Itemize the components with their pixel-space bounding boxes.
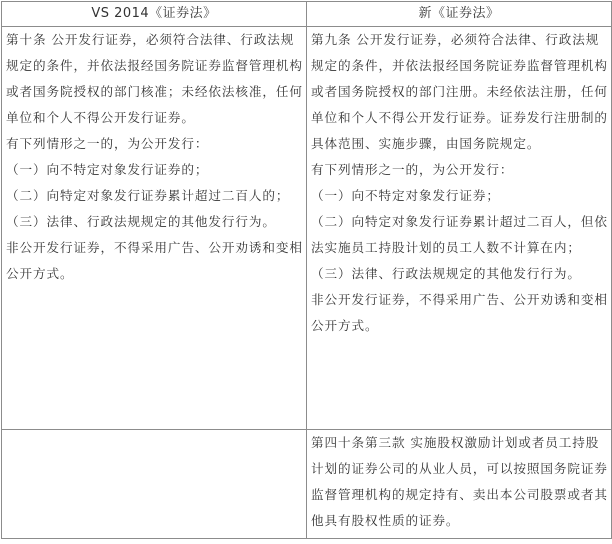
new-clause-2: （二）向特定对象发行证券累计超过二百人，但依法实施员工持股计划的员工人数不计算在内；	[311, 214, 608, 255]
new-non-public-rule: 非公开发行证券，不得采用广告、公开劝诱和变相公开方式。	[311, 292, 608, 333]
table-row	[2, 430, 612, 539]
header-new-law: 新《证券法》	[307, 2, 612, 27]
new-article-40-para-3: 第四十条第三款 实施股权激励计划或者员工持股计划的证券公司的从业人员，可以按照国务院证券监督管理机构的规定持有、卖出本公司股票或者其他具有股权性质的证券。	[311, 435, 608, 528]
old-non-public-rule: 非公开发行证券，不得采用广告、公开劝诱和变相公开方式。	[6, 240, 303, 281]
new-article-9: 第九条 公开发行证券，必须符合法律、行政法规规定的条件，并依法报经国务院证券监督管理机构或者国务院授权的部门注册。未经依法注册，任何单位和个人不得公开发行证券。证券发行注册制的具体范围、实施步骤，由国务院规定。	[311, 32, 608, 151]
new-law-cell	[307, 430, 612, 539]
old-law-cell-empty	[2, 430, 307, 539]
law-comparison-table	[1, 1, 612, 539]
header-row	[2, 2, 612, 27]
old-law-cell	[2, 27, 307, 430]
old-clause-3: （三）法律、行政法规规定的其他发行行为。	[6, 214, 276, 229]
old-clause-2: （二）向特定对象发行证券累计超过二百人的；	[6, 188, 290, 203]
table-row	[2, 27, 612, 430]
new-clause-3: （三）法律、行政法规规定的其他发行行为。	[311, 266, 581, 281]
new-clause-intro: 有下列情形之一的，为公开发行：	[311, 162, 514, 177]
new-clause-1: （一）向不特定对象发行证券；	[311, 188, 500, 203]
header-old-law: VS 2014《证券法》	[2, 2, 307, 27]
old-article-10: 第十条 公开发行证券，必须符合法律、行政法规规定的条件，并依法报经国务院证券监督管理机构或者国务院授权的部门核准；未经依法核准，任何单位和个人不得公开发行证券。	[6, 32, 303, 125]
old-clause-intro: 有下列情形之一的，为公开发行：	[6, 136, 209, 151]
new-law-cell	[307, 27, 612, 430]
old-clause-1: （一）向不特定对象发行证券的；	[6, 162, 209, 177]
